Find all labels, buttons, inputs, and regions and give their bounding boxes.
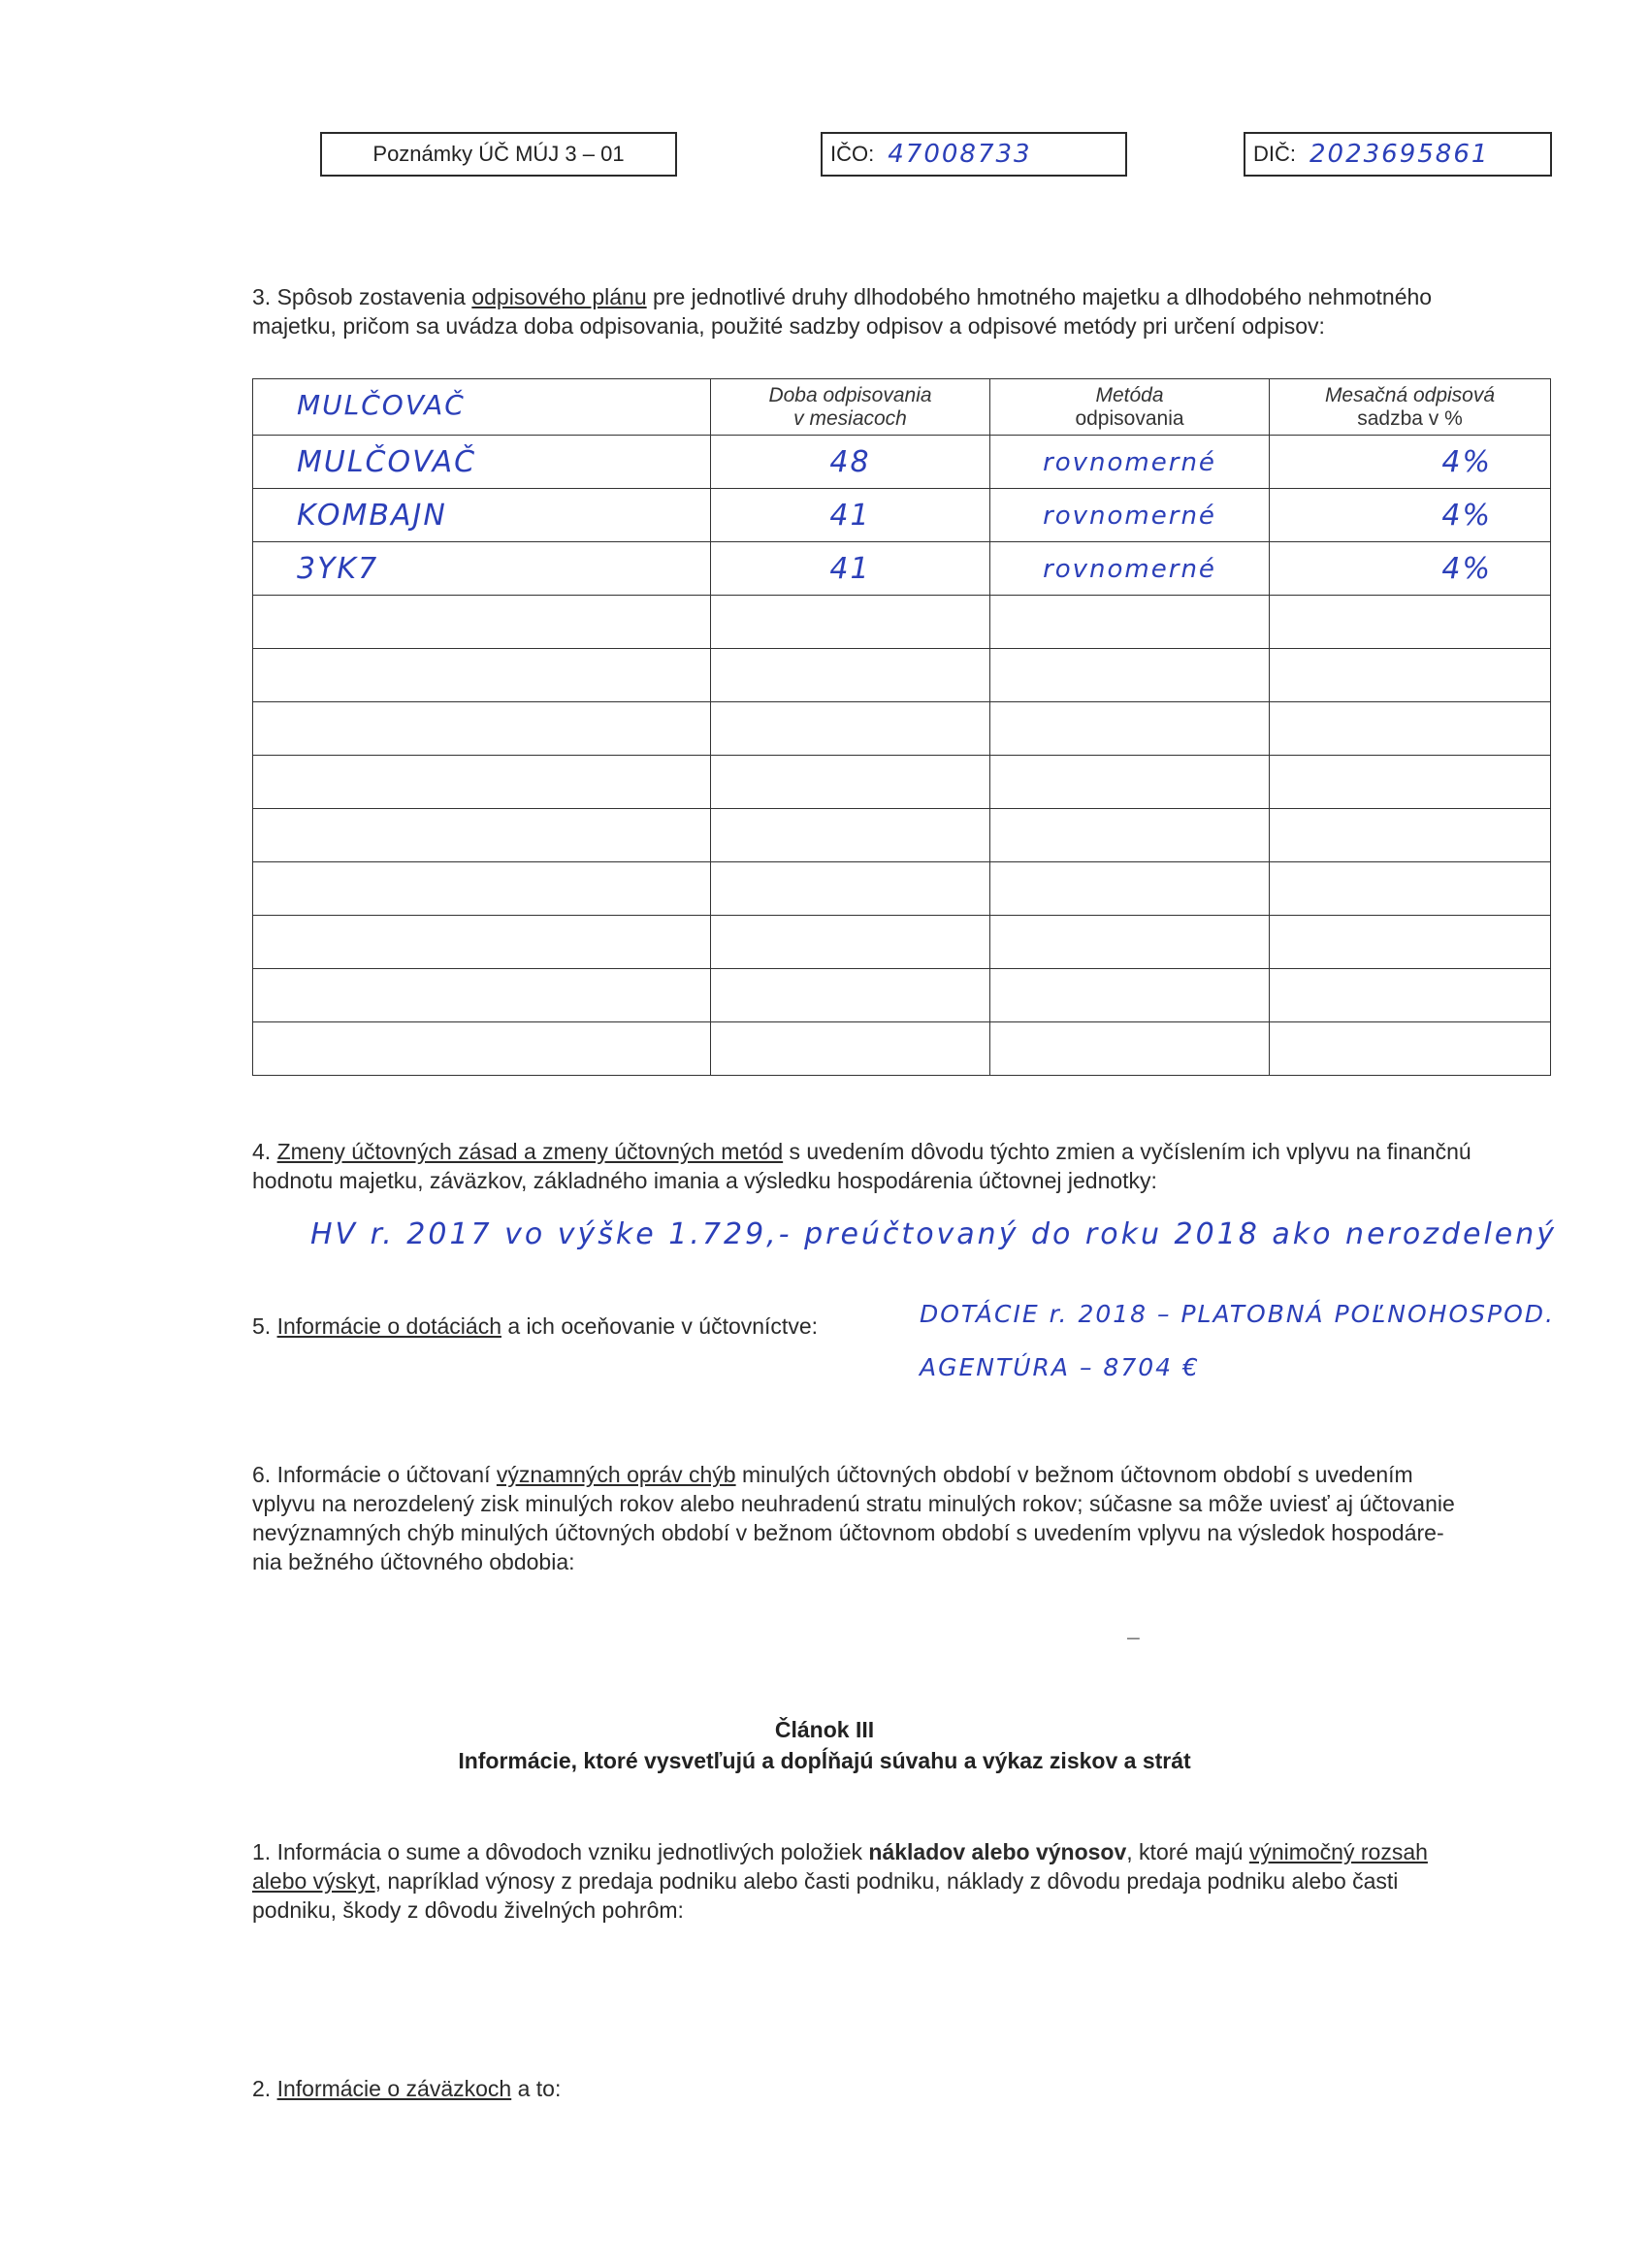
item1-text2: , ktoré majú (1126, 1839, 1244, 1864)
section6-dash: – (1127, 1624, 1140, 1649)
table-cell (711, 756, 990, 809)
section4-text (252, 1137, 1562, 1195)
asset-name: MULČOVAČ (297, 444, 477, 479)
section4-handwritten: HV r. 2017 vo výške 1.729,- preúčtovaný do roku 2018 ako nerozdelený (310, 1217, 1558, 1251)
section6-link: významných opráv chýb (496, 1462, 736, 1487)
section6-line2: vplyvu na nerozdelený zisk minulých rokov alebo neuhradenú stratu minulých rokov; súčasne sa môže uviesť aj účtovanie (252, 1491, 1455, 1516)
section4-number: 4. (252, 1139, 272, 1164)
form-label-box (320, 132, 677, 177)
asset-months: 41 (829, 551, 871, 586)
table-cell (711, 489, 990, 542)
table-cell (253, 1022, 711, 1076)
ico-value: 47008733 (888, 140, 1032, 169)
header-months-l2: v mesiacoch (793, 406, 907, 430)
section4-text1: s uvedením dôvodu týchto zmien a vyčíslením ich vplyvu na finančnú (789, 1139, 1471, 1164)
table-cell (253, 809, 711, 862)
dic-field (1244, 132, 1552, 177)
table-cell (1270, 542, 1551, 596)
table-row (253, 1022, 1551, 1076)
section6-text-before: Informácie o účtovaní (276, 1462, 491, 1487)
section3-text-after: pre jednotlivé druhy dlhodobého hmotného majetku a dlhodobého nehmotného (653, 284, 1433, 309)
header-method-l2: odpisovania (1075, 406, 1184, 430)
table-header-row (253, 379, 1551, 436)
table-row (253, 916, 1551, 969)
table-cell (1270, 916, 1551, 969)
item1-link-part1: výnimočný rozsah (1248, 1839, 1428, 1864)
table-row (253, 489, 1551, 542)
section5-text (252, 1312, 818, 1341)
dic-value: 2023695861 (1310, 140, 1490, 169)
item2-link: Informácie o záväzkoch (276, 2076, 512, 2101)
item2-text (252, 2074, 561, 2103)
section6-line3: nevýznamných chýb minulých účtovných období v bežnom účtovnom období s uvedením vplyvu na výsledok hospodáre- (252, 1520, 1444, 1545)
table-cell (253, 489, 711, 542)
header-months-l1: Doba odpisovania (768, 383, 932, 406)
asset-rate: 4% (1441, 551, 1492, 586)
header-method-l1: Metóda (1095, 383, 1164, 406)
section6-text (252, 1460, 1562, 1576)
section3-text (252, 282, 1562, 340)
item1-text1: Informácia o sume a dôvodoch vzniku jednotlivých položiek (276, 1839, 863, 1864)
table-cell (990, 916, 1270, 969)
table-cell (711, 596, 990, 649)
table-row (253, 436, 1551, 489)
table-cell (1270, 436, 1551, 489)
asset-method: rovnomerné (1043, 448, 1216, 477)
table-cell (711, 969, 990, 1022)
item2-number: 2. (252, 2076, 272, 2101)
table-row (253, 809, 1551, 862)
table-header-col0 (253, 379, 711, 436)
section5-handwritten-1: DOTÁCIE r. 2018 – PLATOBNÁ POĽNOHOSPOD. (920, 1300, 1555, 1328)
section6-line1-rest: minulých účtovných období v bežnom účtovnom období s uvedením (742, 1462, 1413, 1487)
table-cell (253, 969, 711, 1022)
item1-link-part2: alebo výskyt (252, 1868, 375, 1894)
table-header-col0-text: MULČOVAČ (297, 389, 466, 421)
section4-line2: hodnotu majetku, záväzkov, základného imania a výsledku hospodárenia účtovnej jednotky: (252, 1168, 1157, 1193)
section4-link: Zmeny účtovných zásad a zmeny účtovných metód (276, 1139, 784, 1164)
asset-rate: 4% (1441, 498, 1492, 533)
table-cell (1270, 1022, 1551, 1076)
table-cell (1270, 969, 1551, 1022)
form-label: Poznámky ÚČ MÚJ 3 – 01 (372, 142, 625, 166)
asset-name: 3YK7 (297, 551, 379, 586)
section3-line2: majetku, pričom sa uvádza doba odpisovania, použité sadzby odpisov a odpisové metódy pri určení odpisov: (252, 313, 1325, 339)
section6-line4: nia bežného účtovného obdobia: (252, 1549, 575, 1574)
table-cell (711, 809, 990, 862)
item1-text (252, 1837, 1562, 1925)
article-title: Článok III (774, 1717, 875, 1742)
asset-months: 48 (829, 444, 871, 479)
section3-link: odpisového plánu (471, 284, 647, 309)
table-row (253, 756, 1551, 809)
asset-method: rovnomerné (1043, 555, 1216, 584)
table-cell (253, 916, 711, 969)
table-cell (990, 489, 1270, 542)
table-cell (253, 436, 711, 489)
table-cell (1270, 649, 1551, 702)
section5-number: 5. (252, 1313, 272, 1339)
table-cell (253, 649, 711, 702)
asset-months: 41 (829, 498, 871, 533)
section5-handwritten-2: AGENTÚRA – 8704 € (920, 1353, 1200, 1381)
header-rate-l2: sadzba v % (1357, 406, 1463, 430)
section5-link: Informácie o dotáciách (276, 1313, 501, 1339)
table-cell (990, 702, 1270, 756)
table-cell (990, 542, 1270, 596)
table-row (253, 596, 1551, 649)
table-header-rate (1270, 379, 1551, 436)
table-cell (1270, 489, 1551, 542)
table-cell (711, 1022, 990, 1076)
table-cell (711, 916, 990, 969)
section3-text-before: Spôsob zostavenia (276, 284, 466, 309)
ico-label: IČO: (830, 142, 875, 166)
asset-name: KOMBAJN (297, 498, 447, 533)
item2-text-rest: a to: (517, 2076, 562, 2101)
ico-field (821, 132, 1127, 177)
section6-number: 6. (252, 1462, 272, 1487)
table-cell (711, 436, 990, 489)
item1-number: 1. (252, 1839, 272, 1864)
table-cell (990, 596, 1270, 649)
header-rate-l1: Mesačná odpisová (1324, 383, 1496, 406)
table-cell (990, 862, 1270, 916)
table-cell (711, 702, 990, 756)
dic-label: DIČ: (1253, 142, 1296, 166)
item1-line3: podniku, škody z dôvodu živelných pohrôm: (252, 1897, 684, 1923)
asset-rate: 4% (1441, 444, 1492, 479)
table-cell (1270, 702, 1551, 756)
table-cell (990, 756, 1270, 809)
table-row (253, 542, 1551, 596)
table-cell (711, 862, 990, 916)
table-row (253, 862, 1551, 916)
table-header-method (990, 379, 1270, 436)
table-row (253, 649, 1551, 702)
table-cell (1270, 862, 1551, 916)
table-cell (253, 862, 711, 916)
table-cell (1270, 809, 1551, 862)
table-cell (990, 809, 1270, 862)
article-subtitle: Informácie, ktoré vysvetľujú a dopĺňajú súvahu a výkaz ziskov a strát (458, 1748, 1191, 1773)
section3-number: 3. (252, 284, 272, 309)
table-cell (990, 1022, 1270, 1076)
depreciation-table (252, 378, 1551, 1076)
table-header-months (711, 379, 990, 436)
table-row (253, 702, 1551, 756)
asset-method: rovnomerné (1043, 502, 1216, 531)
table-cell (990, 969, 1270, 1022)
table-cell (1270, 756, 1551, 809)
table-cell (253, 596, 711, 649)
table-cell (711, 542, 990, 596)
table-cell (990, 649, 1270, 702)
table-cell (253, 702, 711, 756)
table-cell (990, 436, 1270, 489)
section5-text-rest: a ich oceňovanie v účtovníctve: (507, 1313, 819, 1339)
item1-line2-rest: , napríklad výnosy z predaja podniku alebo časti podniku, náklady z dôvodu predaja podniku alebo časti (374, 1868, 1399, 1894)
table-row (253, 969, 1551, 1022)
table-cell (253, 542, 711, 596)
table-cell (253, 756, 711, 809)
item1-bold: nákladov alebo výnosov (868, 1839, 1127, 1864)
table-cell (1270, 596, 1551, 649)
table-cell (711, 649, 990, 702)
